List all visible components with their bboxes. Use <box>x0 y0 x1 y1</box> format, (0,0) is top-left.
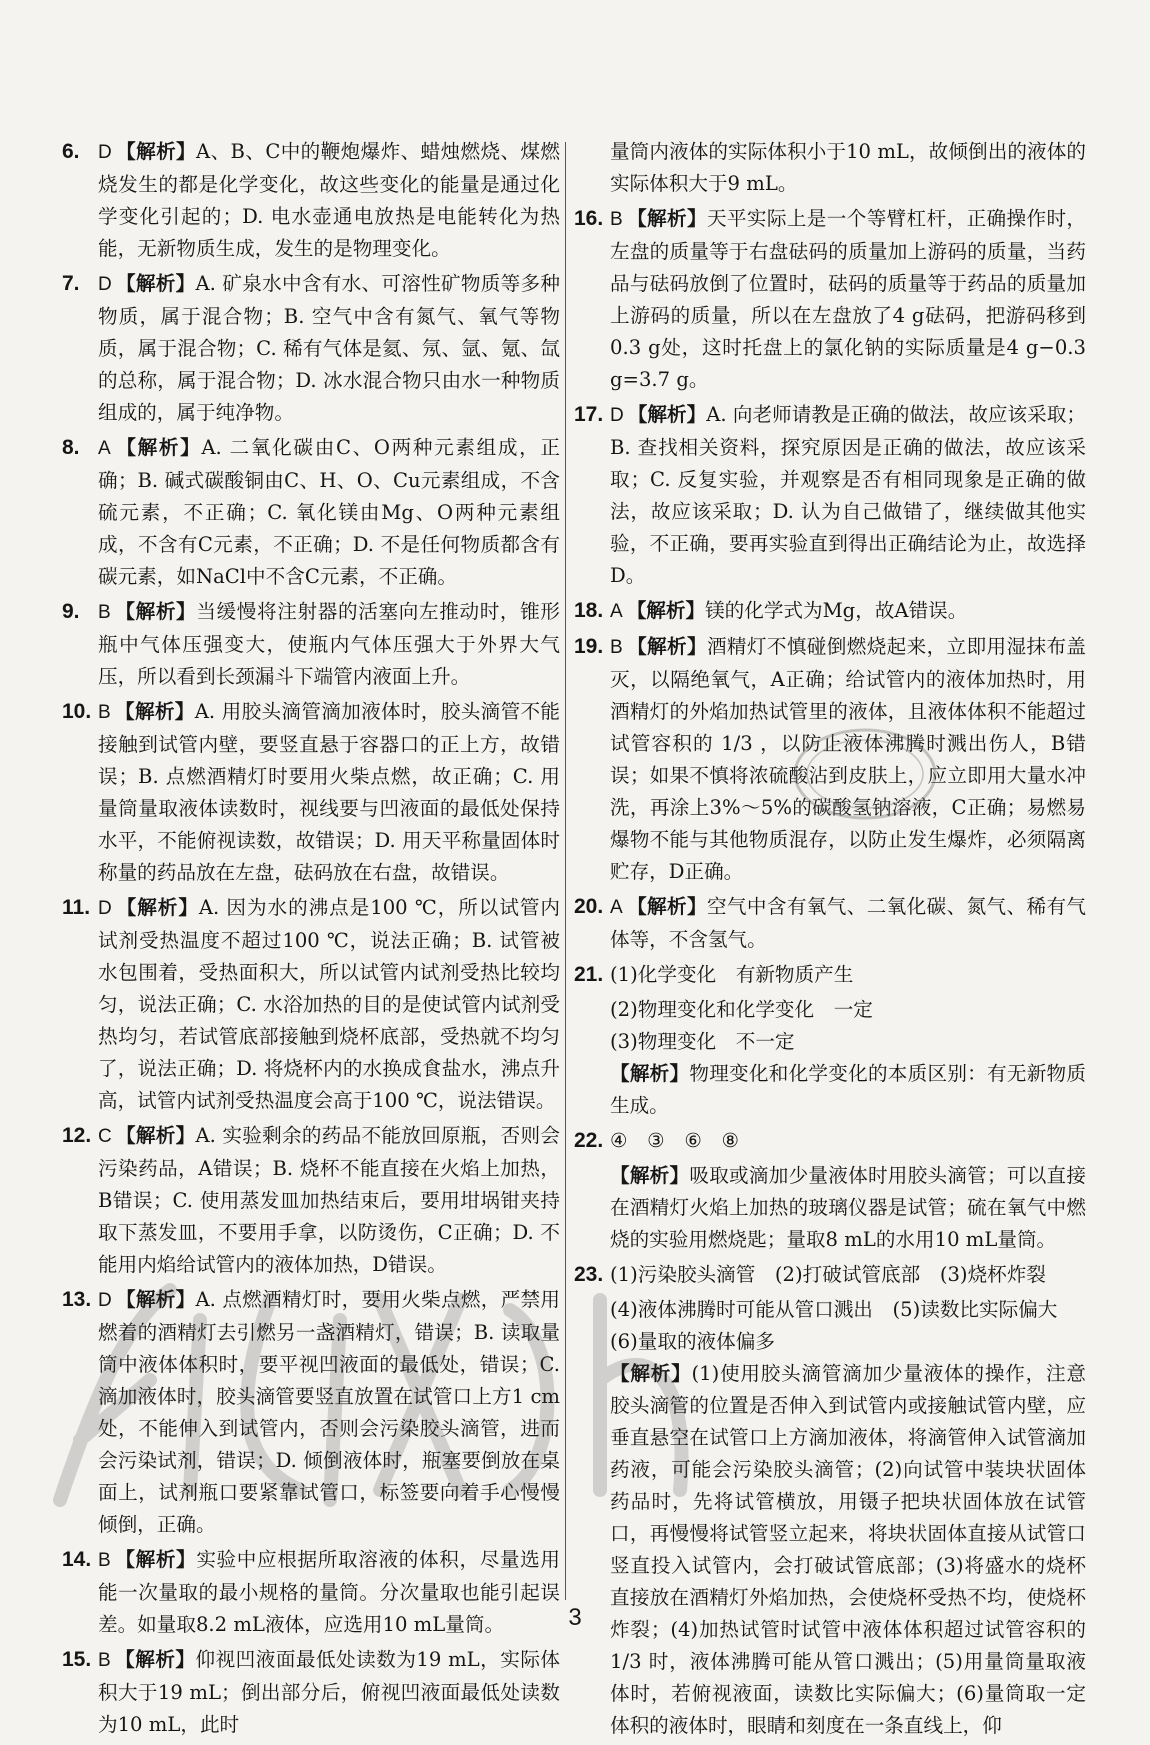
question-number: 22. <box>574 1129 604 1152</box>
analysis-text: 酒精灯不慎碰倒燃烧起来，立即用湿抹布盖灭，以隔绝氧气，A正确；给试管内的液体加热时，用酒精灯的外焰加热试管里的液体，且液体体积不能超过试管容积的 1/3 ，以防止液体沸腾时溅出伤人，B错误；如果不慎将浓硫酸沾到皮肤上，应立即用大量水冲洗，再涂上3%～5%的碳酸氢钠溶液，C正确；易燃易爆物不能与其他物质混存，以防止发生爆炸，必须隔离贮存，D正确。 <box>610 635 1087 883</box>
analysis-tag: 【解析】 <box>115 1288 196 1311</box>
analysis-text: A. 用胶头滴管滴加液体时，胶头滴管不能接触到试管内壁，要竖直悬于容器口的正上方，故错误；B. 点燃酒精灯时要用火柴点燃，故正确；C. 用量筒量取液体读数时，视线要与凹液面的最低处保持水平，不能俯视读数，故错误；D. 用天平称量固体时称量的药品放在左盘，砝码放在右盘，故错误。 <box>98 700 561 884</box>
analysis-tag: 【解析】 <box>610 1362 692 1385</box>
answer-letter: B <box>98 1550 111 1571</box>
question-number: 19. <box>574 635 604 658</box>
stamp-mark <box>790 724 940 824</box>
answer-line: (1)污染胶头滴管 (2)打破试管底部 (3)烧杯炸裂 <box>610 1263 1046 1286</box>
analysis-text: 镁的化学式为Mg，故A错误。 <box>705 599 968 622</box>
analysis-tag: 【解析】 <box>626 635 707 658</box>
analysis-tag: 【解析】 <box>115 1124 196 1147</box>
analysis-text: 仰视凹液面最低处读数为19 mL，实际体积大于19 mL；倒出部分后，俯视凹液面最低处读数为10 mL，此时 <box>98 1648 560 1736</box>
question-15-continued: 量筒内液体的实际体积小于10 mL，故倾倒出的液体的实际体积大于9 mL。 <box>610 140 1086 195</box>
analysis-tag: 【解析】 <box>115 272 196 295</box>
analysis-tag: 【解析】 <box>114 1548 197 1571</box>
answer-line: (6)量取的液体偏多 <box>610 1330 775 1353</box>
answer-letter: A <box>98 438 111 459</box>
analysis-text: A、B、C中的鞭炮爆炸、蜡烛燃烧、煤燃烧发生的都是化学变化，故这些变化的能量是通过化学变化引起的；D. 电水壶通电放热是电能转化为热能，无新物质生成，发生的是物理变化。 <box>98 140 561 260</box>
question-20 <box>574 891 1086 956</box>
question-number: 23. <box>574 1263 604 1286</box>
analysis-text: A. 因为水的沸点是100 ℃，所以试管内试剂受热温度不超过100 ℃，说法正确；B. 试管被水包围着，受热面积大，所以试管内试剂受热比较均匀，说法正确；C. 水浴加热的目的是使试管内试剂受热均匀，若试管底部接触到烧杯底部，受热就不均匀了，说法正确；D. 将烧杯内的水换成食盐水，沸点升高，试管内试剂受热温度会高于100 ℃，说法错误。 <box>98 896 561 1112</box>
answer-letter: D <box>98 898 112 919</box>
analysis-text: A. 实验剩余的药品不能放回原瓶，否则会污染药品，A错误；B. 烧杯不能直接在火焰上加热，B错误；C. 使用蒸发皿加热结束后，要用坩埚钳夹持取下蒸发皿，不要用手拿，以防烫伤，C正确；D. 不能用内焰给试管内的液体加热，D错误。 <box>98 1124 560 1276</box>
analysis-tag: 【解析】 <box>610 1062 690 1085</box>
answer-letter: B <box>610 637 623 658</box>
answer-line: (1)化学变化 有新物质产生 <box>610 963 854 986</box>
question-12 <box>62 1120 560 1281</box>
question-6 <box>62 136 560 265</box>
analysis-text: A. 向老师请教是正确的做法，故应该采取；B. 查找相关资料，探究原因是正确的做法，故应该采取；C. 反复实验，并观察是否有相同现象是正确的做法，故应该采取；D. 认为自己做错了，继续做其他实验，不正确，要再实验直到得出正确结论为止，故选择D。 <box>610 403 1087 587</box>
answer-letter: A <box>610 601 623 622</box>
question-number: 16. <box>574 207 604 230</box>
answer-line: (3)物理变化 不一定 <box>610 1030 795 1053</box>
analysis-tag: 【解析】 <box>114 600 197 623</box>
answer-letter: D <box>98 274 112 295</box>
question-number: 12. <box>62 1124 92 1147</box>
question-10 <box>62 696 560 889</box>
question-number: 8. <box>62 436 80 459</box>
question-21 <box>574 959 1086 991</box>
analysis-tag: 【解析】 <box>626 599 706 622</box>
answer-letter: D <box>98 142 112 163</box>
question-number: 17. <box>574 403 604 426</box>
page-number: 3 <box>568 1604 582 1631</box>
question-9 <box>62 596 560 693</box>
analysis-text: (1)使用胶头滴管滴加少量液体的操作，注意胶头滴管的位置是否伸入到试管内或接触试管内壁，应垂直悬空在试管口上方滴加液体，将滴管伸入试管滴加药液，可能会污染胶头滴管；(2)向试管中装块状固体药品时，先将试管横放，用镊子把块状固体放在试管口，再慢慢将试管竖立起来，将块状固体直接从试管口竖直投入试管内，会打破试管底部；(3)将盛水的烧杯直接放在酒精灯外焰加热，会使烧杯受热不均，使烧杯炸裂；(4)加热试管时试管中液体体积超过试管容积的 1/3 时，液体沸腾可能从管口溅出；(5)用量筒量取液体时，若俯视液面，读数比实际偏大；(6)量筒取一定体积的液体时，眼睛和刻度在一条直线上，仰 <box>610 1362 1086 1737</box>
analysis-text: 物理变化和化学变化的本质区别：有无新物质生成。 <box>610 1062 1086 1117</box>
question-11 <box>62 892 560 1117</box>
answer-line: (2)物理变化和化学变化 一定 <box>610 998 873 1021</box>
question-number: 18. <box>574 599 604 622</box>
analysis-text: 吸取或滴加少量液体时用胶头滴管；可以直接在酒精灯火焰上加热的玻璃仪器是试管；硫在氧气中燃烧的实验用燃烧匙；量取8 mL的水用10 mL量筒。 <box>610 1164 1086 1251</box>
watermark-mark <box>40 1260 740 1520</box>
answer-letter: B <box>98 702 111 723</box>
question-8 <box>62 432 560 593</box>
question-number: 13. <box>62 1288 92 1311</box>
answer-letter: B <box>98 1650 111 1671</box>
analysis-tag: 【解析】 <box>114 436 202 459</box>
question-number: 14. <box>62 1548 92 1571</box>
analysis-tag: 【解析】 <box>114 1648 196 1671</box>
analysis-tag: 【解析】 <box>626 895 707 918</box>
answer-letter: A <box>610 897 623 918</box>
question-number: 20. <box>574 895 604 918</box>
question-22-analysis <box>574 1160 1086 1256</box>
analysis-tag: 【解析】 <box>115 140 197 163</box>
question-number: 21. <box>574 963 604 986</box>
analysis-text: 天平实际上是一个等臂杠杆，正确操作时，左盘的质量等于右盘砝码的质量加上游码的质量，当药品与砝码放倒了位置时，砝码的质量等于药品的质量加上游码的质量，所以在左盘放了4 g砝码，把游码移到0.3 g处，这时托盘上的氯化钠的实际质量是4 g−0.3 g=3.7 g。 <box>610 207 1087 391</box>
question-15 <box>62 1644 560 1741</box>
analysis-text: 空气中含有氧气、二氧化碳、氮气、稀有气体等，不含氢气。 <box>610 895 1087 951</box>
analysis-tag: 【解析】 <box>114 700 195 723</box>
analysis-text: A. 二氧化碳由C、O两种元素组成，正确；B. 碱式碳酸铜由C、H、O、Cu元素组成，不含硫元素，不正确；C. 氧化镁由Mg、O两种元素组成，不含有C元素，不正确；D. 不是任何物质都含有碳元素，如NaCl中不含C元素，不正确。 <box>98 436 560 588</box>
question-number: 7. <box>62 272 80 295</box>
question-7 <box>62 268 560 429</box>
answer-letter: B <box>98 602 111 623</box>
question-17 <box>574 399 1086 592</box>
question-16 <box>574 203 1086 396</box>
question-number: 6. <box>62 140 80 163</box>
question-number: 9. <box>62 600 80 623</box>
question-21-analysis <box>574 1058 1086 1122</box>
answer-letter: D <box>98 1290 112 1311</box>
question-number: 10. <box>62 700 92 723</box>
analysis-tag: 【解析】 <box>115 896 199 919</box>
analysis-tag: 【解析】 <box>627 403 707 426</box>
question-number: 11. <box>62 896 91 919</box>
answer-line: (4)液体沸腾时可能从管口溅出 (5)读数比实际偏大 <box>610 1298 1058 1321</box>
analysis-text: A. 点燃酒精灯时，要用火柴点燃，严禁用燃着的酒精灯去引燃另一盏酒精灯，错误；B. 读取量筒中液体体积时，要平视凹液面的最低处，错误；C. 滴加液体时，胶头滴管要竖直放置在试管口上方1 cm处，不能伸入到试管内，否则会污染胶头滴管，进而会污染试剂，错误；D. 倾倒液体时，瓶塞要倒放在桌面上，试剂瓶口要紧靠试管口，标签要向着手心慢慢倾倒，正确。 <box>98 1288 560 1536</box>
analysis-tag: 【解析】 <box>626 207 707 230</box>
answer-letter: D <box>610 405 624 426</box>
analysis-text: 实验中应根据所取溶液的体积，尽量选用能一次量取的最小规格的量筒。分次量取也能引起误差。如量取8.2 mL液体，应选用10 mL量筒。 <box>98 1548 561 1636</box>
answer-letter: B <box>610 209 623 230</box>
answer-letter: C <box>98 1126 112 1147</box>
question-18 <box>574 595 1086 628</box>
answer-line: ④ ③ ⑥ ⑧ <box>610 1129 740 1152</box>
analysis-tag: 【解析】 <box>610 1164 690 1187</box>
question-number: 15. <box>62 1648 92 1671</box>
analysis-text: A. 矿泉水中含有水、可溶性矿物质等多种物质，属于混合物；B. 空气中含有氮气、氧气等物质，属于混合物；C. 稀有气体是氦、氖、氩、氪、氙的总称，属于混合物；D. 冰水混合物只由水一种物质组成的，属于纯净物。 <box>98 272 560 424</box>
analysis-text: 当缓慢将注射器的活塞向左推动时，锥形瓶中气体压强变大，使瓶内气体压强大于外界大气压，所以看到长颈漏斗下端管内液面上升。 <box>98 600 561 688</box>
question-22 <box>574 1125 1086 1157</box>
